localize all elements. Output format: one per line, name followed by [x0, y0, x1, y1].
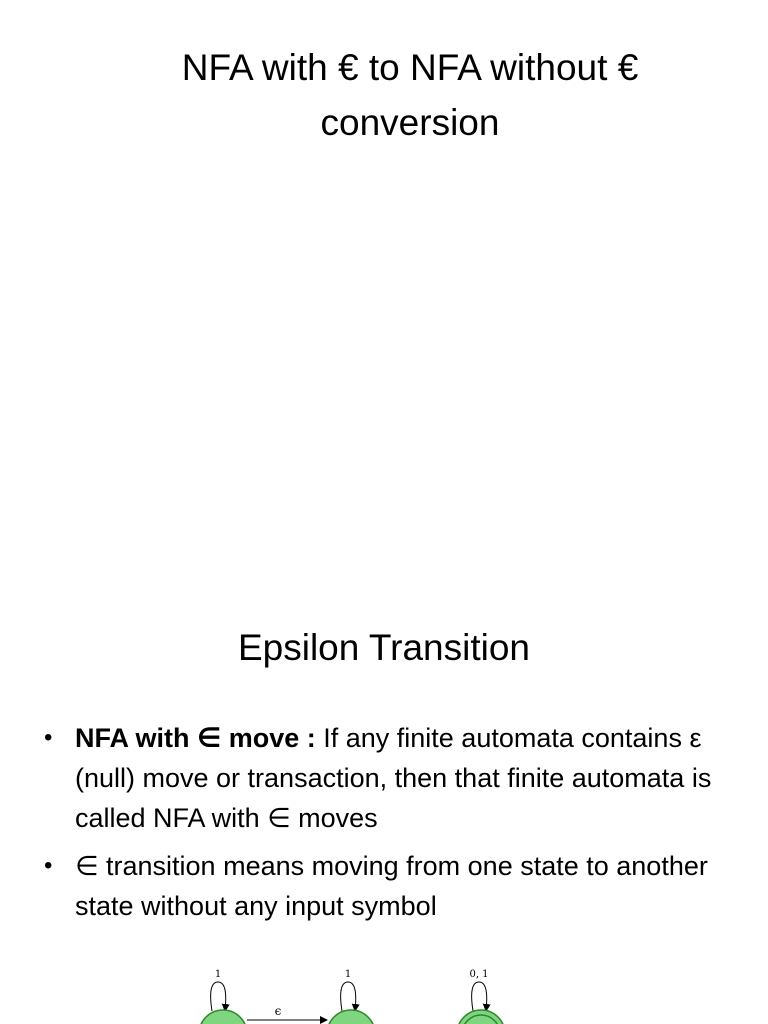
- state-circle: [327, 1010, 375, 1024]
- bullet-icon: •: [44, 852, 53, 879]
- state-circle: [199, 1010, 247, 1024]
- self-loop: [341, 982, 356, 1011]
- state-circle-outer: [457, 1010, 505, 1024]
- bullet-item: [44, 718, 734, 838]
- bullet-list: [44, 718, 734, 934]
- epsilon-transition: [247, 1004, 327, 1020]
- self-loop-label: 1: [214, 969, 222, 980]
- slide-title: [90, 40, 730, 150]
- bullet-text: ∈ transition means moving from one state to another state without any input symbol: [75, 851, 708, 921]
- bullet-icon: •: [44, 724, 53, 751]
- self-loop: [211, 982, 226, 1011]
- state-q0: [199, 969, 247, 1024]
- bullet-text: If any finite automata contains ε (null) move or transaction, then that finite automata is called NFA with ∈ moves: [75, 723, 712, 833]
- nfa-diagram: [185, 962, 515, 1024]
- bullet-item: [44, 846, 734, 926]
- self-loop-label: 1: [344, 969, 352, 980]
- title-line-1: NFA with € to NFA without €: [181, 47, 639, 88]
- bullet-bold-text: NFA with ∈ move :: [75, 723, 324, 753]
- slide-epsilon-transition: [0, 560, 768, 1024]
- self-loop-label: 0, 1: [469, 969, 489, 980]
- self-loop: [472, 982, 487, 1011]
- slide-title: Epsilon Transition: [237, 627, 531, 668]
- state-q1: [327, 969, 375, 1024]
- transition-label: є: [274, 1004, 282, 1018]
- state-q2-accepting: [457, 969, 505, 1024]
- title-line-2: conversion: [320, 102, 500, 143]
